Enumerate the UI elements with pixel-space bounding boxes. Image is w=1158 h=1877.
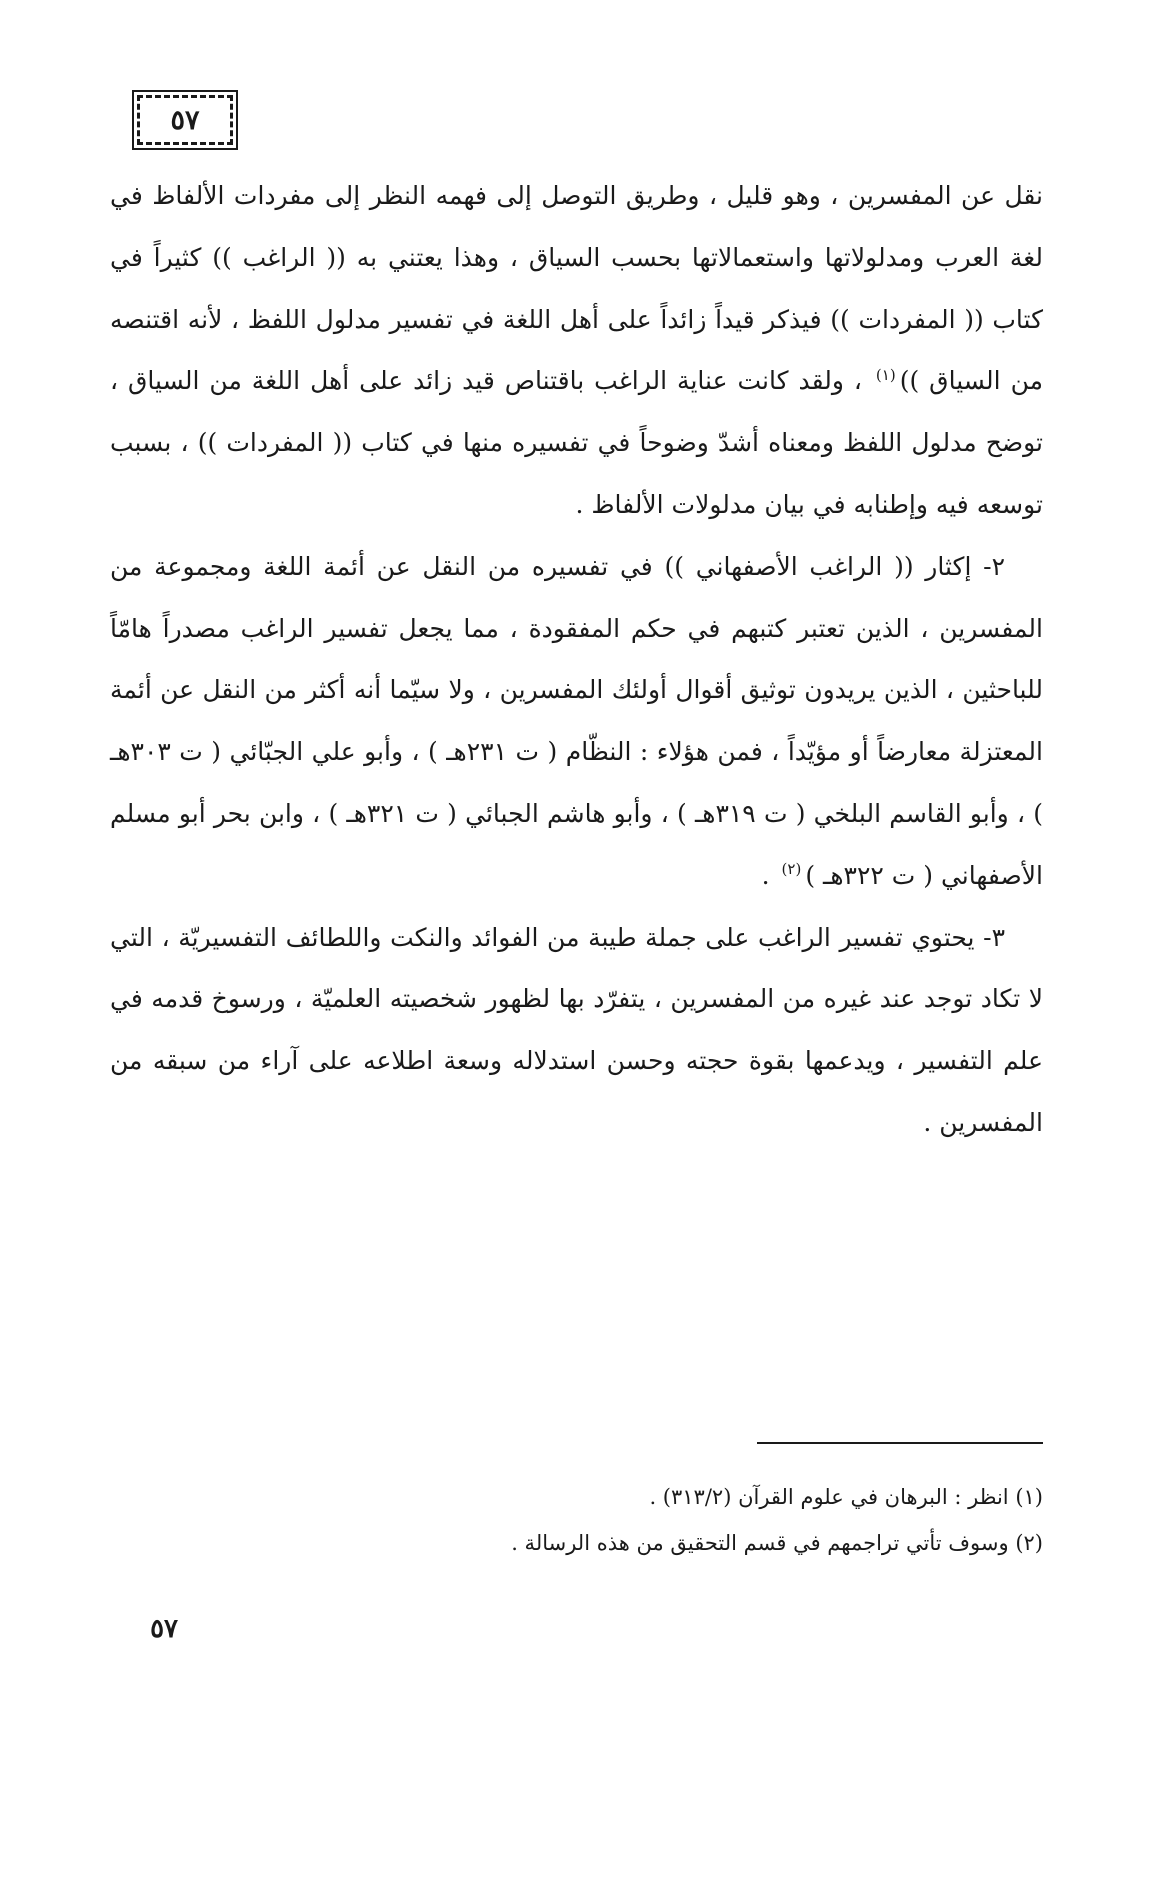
main-text [110,165,1043,1154]
paragraph-2 [110,536,1043,907]
paragraph-2-text: ٢- إكثار (( الراغب الأصفهاني )) في تفسيره من النقل عن أئمة اللغة ومجموعة من المفسرين ، الذين تعتبر كتبهم في حكم المفقودة ، مما يجعل تفسير الراغب مصدراً هامّاً للباحثين ، الذين يريدون توثيق أقوال أولئك المفسرين ، ولا سيّما أنه أكثر من النقل عن أئمة المعتزلة معارضاً أو مؤيّداً ، فمن هؤلاء : النظّام ( ت ٢٣١هـ ) ، وأبو علي الجبّائي ( ت ٣٠٣هـ ) ، وأبو القاسم البلخي ( ت ٣١٩هـ ) ، وأبو هاشم الجبائي ( ت ٣٢١هـ ) ، وابن بحر أبو مسلم الأصفهاني ( ت ٣٢٢هـ ) [110,551,1043,890]
footnote-ref-2[interactable]: (٢) [781,860,802,879]
page-number-header [137,95,233,145]
footnote-divider [757,1442,1043,1444]
paragraph-1-tail: ، ولقد كانت عناية الراغب باقتناص قيد زائد على أهل اللغة من السياق ، توضح مدلول اللفظ ومعناه أشدّ وضوحاً في تفسيره منها في كتاب (( المفردات )) ، بسبب توسعه فيه وإطنابه في بيان مدلولات الألفاظ . [110,366,1043,519]
paragraph-1-text: نقل عن المفسرين ، وهو قليل ، وطريق التوصل إلى فهمه النظر إلى مفردات الألفاظ في لغة العرب ومدلولاتها واستعمالاتها بحسب السياق ، وهذا يعتني به (( الراغب )) كثيراً في كتاب (( المفردات )) فيذكر قيداً زائداً على أهل اللغة في تفسير مدلول اللفظ ، لأنه اقتنصه من السياق )) [110,181,1043,396]
paragraph-1 [110,165,1043,536]
footnotes [110,1474,1043,1566]
page-number-footer: ٥٧ [150,1614,178,1644]
footnote-2: (٢) وسوف تأتي تراجمهم في قسم التحقيق من هذه الرسالة . [511,1531,1043,1555]
paragraph-2-tail: . [761,860,770,890]
paragraph-3 [110,907,1043,1154]
paragraph-3-text: ٣- يحتوي تفسير الراغب على جملة طيبة من الفوائد والنكت واللطائف التفسيريّة ، التي لا تكاد توجد عند غيره من المفسرين ، يتفرّد بها لظهور شخصيته العلميّة ، ورسوخ قدمه في علم التفسير ، ويدعمها بقوة حجته وحسن استدلاله وسعة اطلاعه على آراء من سبقه من المفسرين . [110,922,1043,1137]
footnote-ref-1[interactable]: (١) [875,366,896,385]
page-number-header-text: ٥٧ [170,104,200,136]
footnote-1: (١) انظر : البرهان في علوم القرآن (٣١٣/٢) . [649,1485,1043,1509]
